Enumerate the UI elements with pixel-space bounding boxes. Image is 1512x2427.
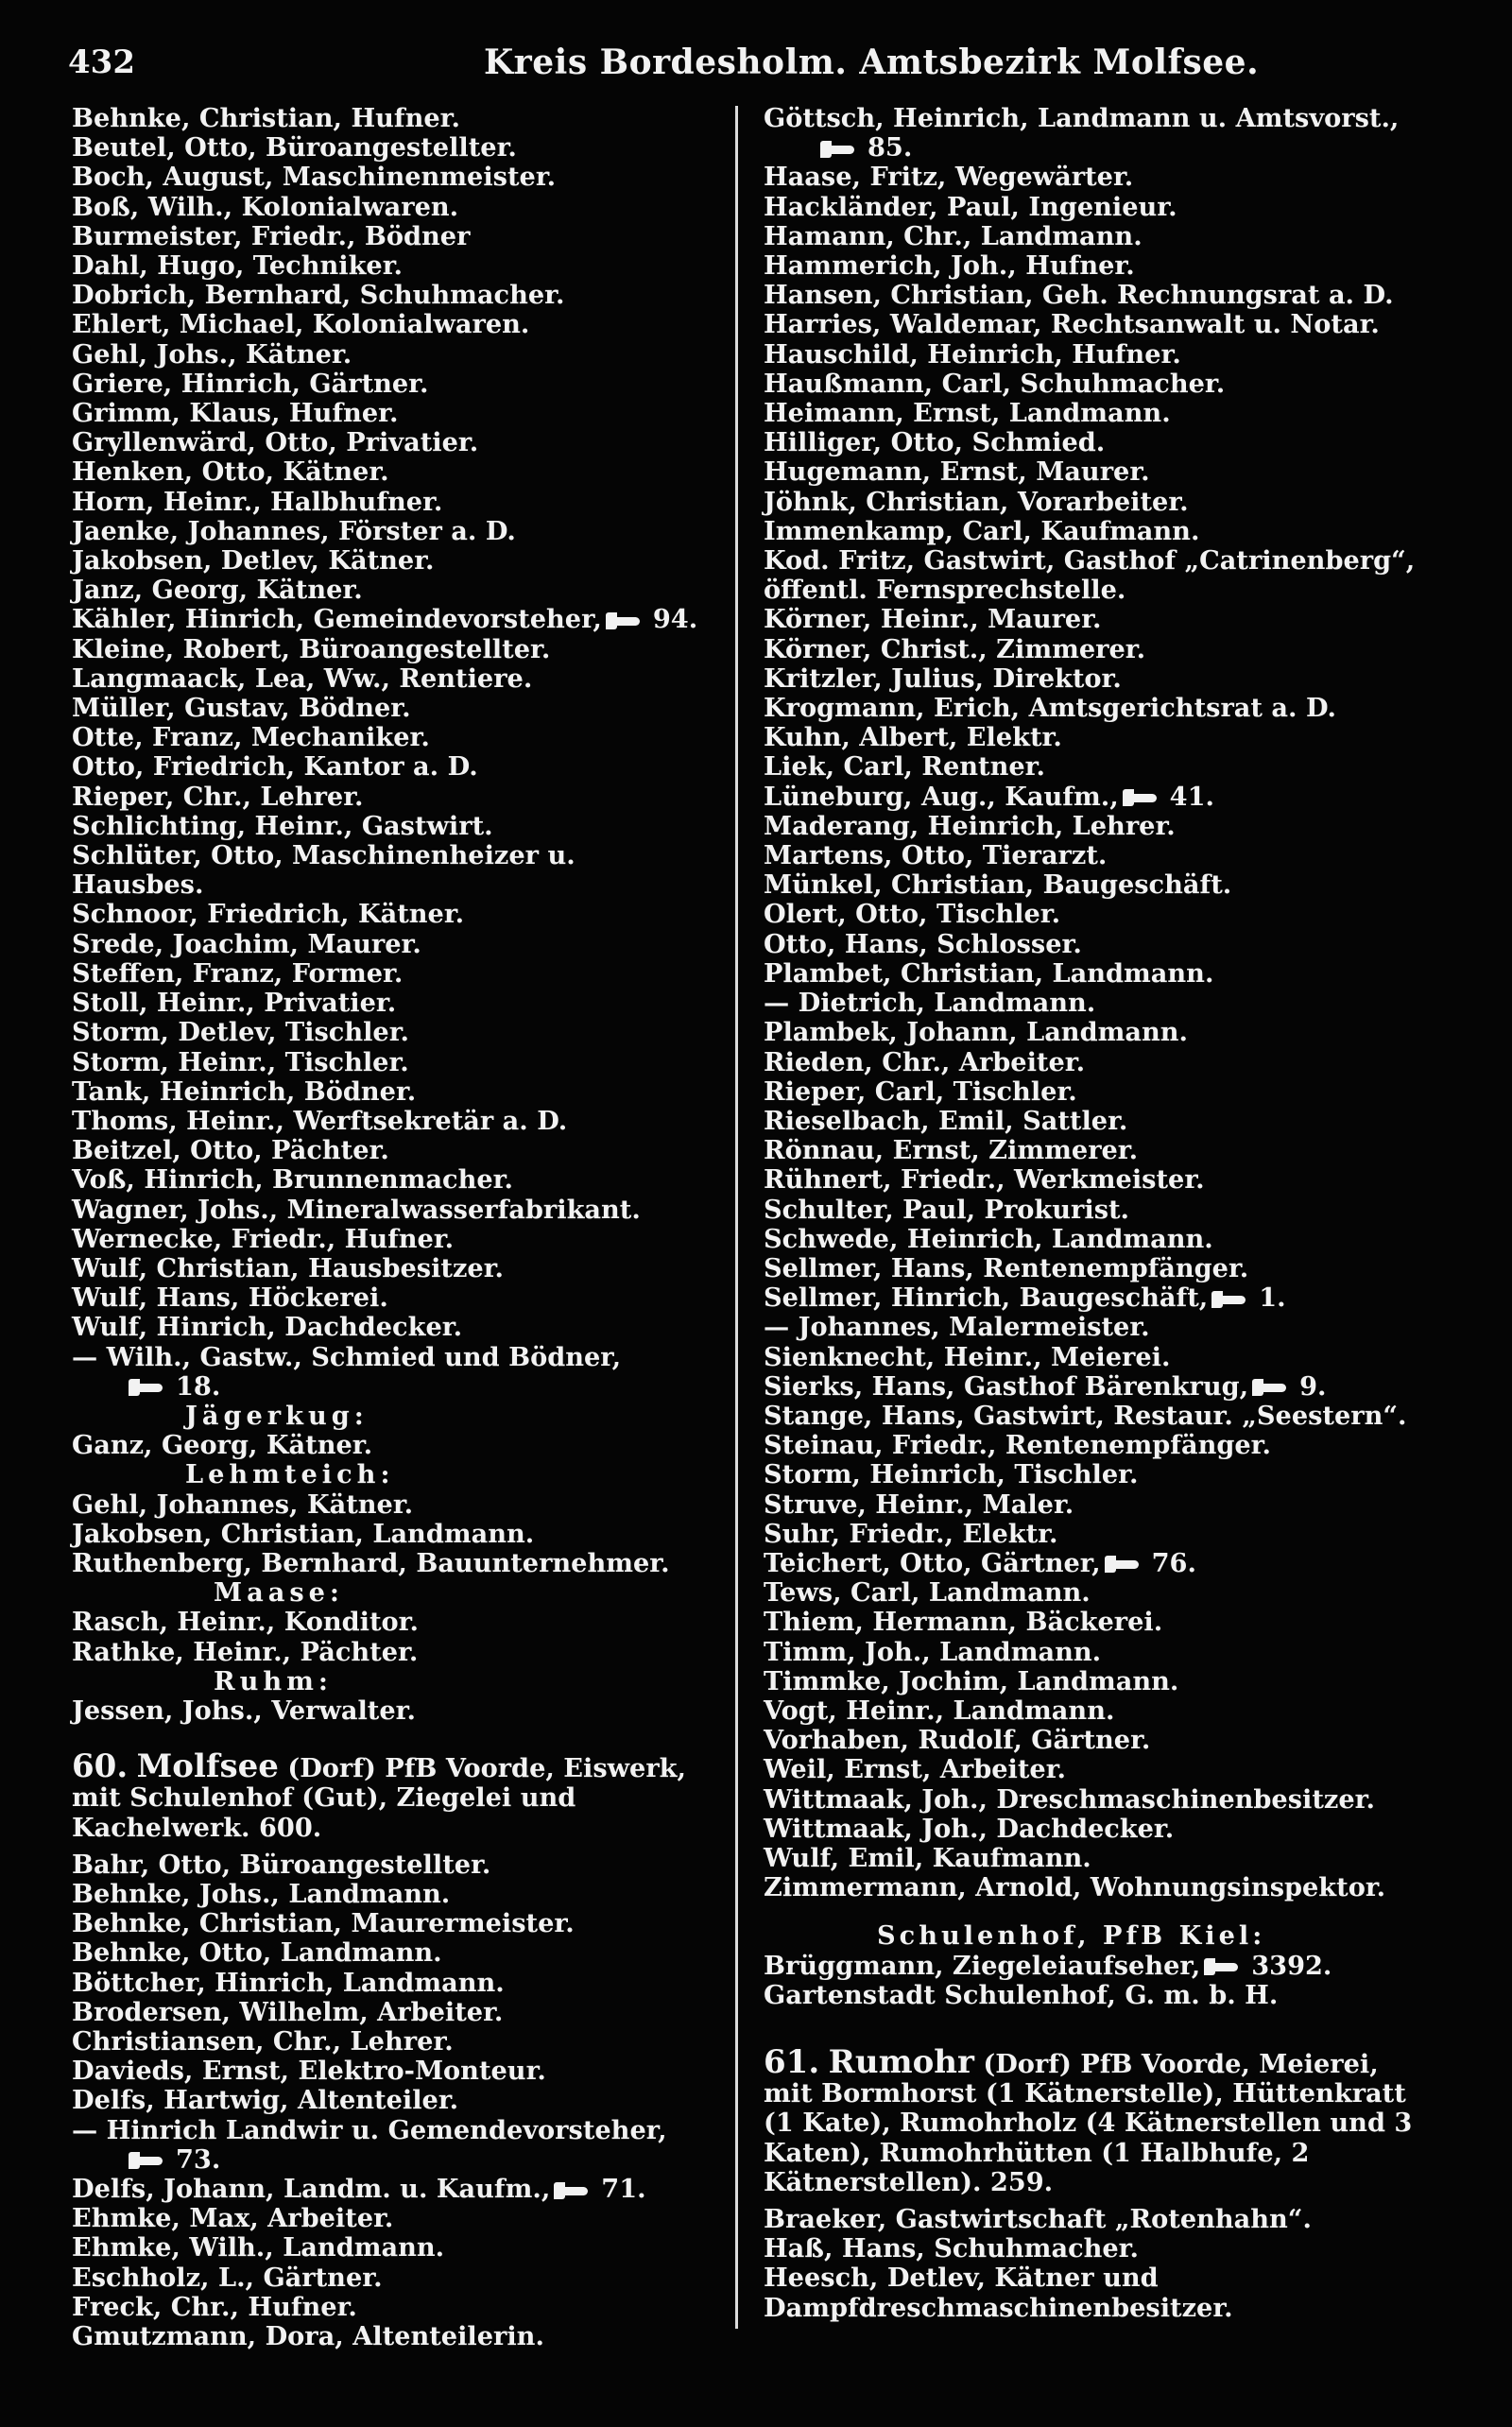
list-item: Plambek, Johann, Landmann. <box>764 1017 1188 1048</box>
phone-number: 85. <box>868 132 913 164</box>
list-item: Rieper, Carl, Tischler. <box>764 1076 1077 1107</box>
list-item <box>764 1952 1425 1981</box>
entry-list <box>764 163 1425 782</box>
list-item <box>764 1283 1425 1313</box>
phone-number: 9. <box>1299 1370 1327 1402</box>
phone-number: 3392. <box>1251 1950 1332 1981</box>
list-item: Langmaack, Lea, Ww., Rentiere. <box>72 663 533 694</box>
list-item <box>72 2116 714 2175</box>
telephone-icon <box>606 612 647 629</box>
telephone-icon <box>554 2182 595 2199</box>
list-item: Hugemann, Ernst, Maurer. <box>764 456 1150 488</box>
list-item: Kleine, Robert, Büroangestellter. <box>72 633 551 664</box>
list-item: Struve, Heinr., Maler. <box>764 1489 1074 1520</box>
list-item: Gryllenwärd, Otto, Privatier. <box>72 427 479 458</box>
list-item <box>72 2175 714 2204</box>
list-item: Rieselbach, Emil, Sattler. <box>764 1105 1128 1136</box>
list-item: Henken, Otto, Kätner. <box>72 456 389 488</box>
section-description: (Dorf) PfB Voorde, Eiswerk, mit Schulenhof (Gut), Ziegelei und Kachelwerk. 600. <box>72 1753 686 1843</box>
list-item: Brodersen, Wilhelm, Arbeiter. <box>72 1996 504 2027</box>
telephone-icon <box>129 1379 170 1396</box>
list-item: Gehl, Johannes, Kätner. <box>72 1489 414 1520</box>
list-item: Grimm, Klaus, Hufner. <box>72 398 399 429</box>
phone-number: 18. <box>176 1370 221 1402</box>
entry-text: Delfs, Johann, Landm. u. Kaufm., <box>72 2174 551 2205</box>
list-item: Hamann, Chr., Landmann. <box>764 220 1143 251</box>
list-item: Behnke, Johs., Landmann. <box>72 1878 451 1909</box>
list-item: Gehl, Johs., Kätner. <box>72 338 352 370</box>
telephone-icon <box>129 2152 170 2169</box>
list-item <box>72 605 714 634</box>
entry-text: Sierks, Hans, Gasthof Bärenkrug, <box>764 1370 1249 1402</box>
list-item: Sellmer, Hans, Rentenempfänger. <box>764 1252 1249 1283</box>
column-divider <box>735 106 738 2329</box>
entry-list <box>764 1402 1425 1549</box>
entry-list <box>72 1490 714 1579</box>
entry-text: Kähler, Hinrich, Gemeindevorsteher, <box>72 604 602 635</box>
telephone-icon <box>1252 1379 1294 1396</box>
list-item: Rühnert, Friedr., Werkmeister. <box>764 1164 1205 1196</box>
locality-heading: Jägerkug: <box>185 1400 369 1431</box>
list-item: Ganz, Georg, Kätner. <box>72 1430 373 1461</box>
list-item: Plambet, Christian, Landmann. <box>764 957 1214 989</box>
list-item: Tews, Carl, Landmann. <box>764 1577 1091 1609</box>
list-item: Vogt, Heinr., Landmann. <box>764 1695 1115 1726</box>
list-item: Hansen, Christian, Geh. Rechnungsrat a. D. <box>764 280 1394 311</box>
list-item: — Johannes, Malermeister. <box>764 1312 1150 1343</box>
list-item: Wernecke, Friedr., Hufner. <box>72 1223 455 1254</box>
list-item: Müller, Gustav, Bödner. <box>72 693 411 724</box>
list-item: Freck, Chr., Hufner. <box>72 2291 357 2322</box>
page-header <box>68 34 1410 91</box>
entry-list <box>72 1608 714 1666</box>
list-item: Behnke, Otto, Landmann. <box>72 1937 442 1969</box>
entry-text: Teichert, Otto, Gärtner, <box>764 1547 1101 1578</box>
list-item: Jöhnk, Christian, Vorarbeiter. <box>764 486 1189 517</box>
list-item: Krogmann, Erich, Amtsgerichtsrat a. D. <box>764 693 1337 724</box>
locality-heading: Maase: <box>214 1577 344 1609</box>
list-item: Eschholz, L., Gärtner. <box>72 2262 383 2293</box>
telephone-icon <box>1105 1556 1146 1573</box>
list-item: Haase, Fritz, Wegewärter. <box>764 162 1134 193</box>
locality-heading: Ruhm: <box>214 1665 333 1696</box>
locality-heading: Lehmteich: <box>185 1459 395 1490</box>
page-number: 432 <box>68 43 135 81</box>
phone-number: 76. <box>1151 1547 1196 1578</box>
list-item: Gartenstadt Schulenhof, G. m. b. H. <box>764 1979 1279 2010</box>
list-item: Schlüter, Otto, Maschinenheizer u. Hausbes. <box>72 840 576 901</box>
list-item: Tank, Heinrich, Bödner. <box>72 1076 417 1107</box>
list-item: Haußmann, Carl, Schuhmacher. <box>764 368 1226 399</box>
list-item: Liek, Carl, Rentner. <box>764 751 1045 783</box>
list-item: Otto, Hans, Schlosser. <box>764 928 1082 959</box>
list-item: Steffen, Franz, Former. <box>72 957 404 989</box>
list-item: Wittmaak, Joh., Dachdecker. <box>764 1813 1175 1844</box>
list-item: Schulter, Paul, Prokurist. <box>764 1194 1130 1225</box>
list-item: Otto, Friedrich, Kantor a. D. <box>72 751 478 783</box>
list-item: Wulf, Hans, Höckerei. <box>72 1282 388 1314</box>
list-item: Schnoor, Friedrich, Kätner. <box>72 899 465 930</box>
section-heading <box>764 2043 1425 2197</box>
list-item: Boß, Wilh., Kolonialwaren. <box>72 191 459 222</box>
entry-list <box>72 635 714 1343</box>
section-description: (Dorf) PfB Voorde, Meierei, mit Bormhorst (1 Kätnerstelle), Hüttenkratt (1 Kate), Rumohrholz (4 Kätnerstellen und 3 Katen), Rumohrhütten (1 Halbhufe, 2 Kätnerstellen). 259. <box>764 2049 1413 2197</box>
list-item: Timm, Joh., Landmann. <box>764 1636 1102 1667</box>
list-item: Boch, August, Maschinenmeister. <box>72 162 557 193</box>
list-item: Bahr, Otto, Büroangestellter. <box>72 1849 491 1880</box>
list-item: Storm, Heinr., Tischler. <box>72 1046 409 1077</box>
entry-text: Sellmer, Hinrich, Baugeschäft, <box>764 1282 1209 1314</box>
list-item <box>764 1549 1425 1578</box>
phone-number: 41. <box>1169 781 1214 812</box>
list-item: Thoms, Heinr., Werftsekretär a. D. <box>72 1105 568 1136</box>
list-item: Körner, Christ., Zimmerer. <box>764 633 1146 664</box>
list-item: Behnke, Christian, Maurermeister. <box>72 1908 575 1939</box>
entry-list <box>764 2205 1425 2323</box>
list-item: Wittmaak, Joh., Dreschmaschinenbesitzer. <box>764 1783 1375 1815</box>
list-item <box>764 783 1425 812</box>
list-item: Körner, Heinr., Maurer. <box>764 604 1102 635</box>
list-item: Vorhaben, Rudolf, Gärtner. <box>764 1725 1151 1756</box>
list-item: Beitzel, Otto, Pächter. <box>72 1135 389 1166</box>
page-title: Kreis Bordesholm. Amtsbezirk Molfsee. <box>484 43 1260 82</box>
list-item: Otte, Franz, Mechaniker. <box>72 722 430 753</box>
list-item: Rasch, Heinr., Konditor. <box>72 1607 419 1638</box>
list-item: Ehlert, Michael, Kolonialwaren. <box>72 309 530 340</box>
list-item: Behnke, Christian, Hufner. <box>72 103 460 133</box>
list-item: Rieper, Chr., Lehrer. <box>72 781 364 812</box>
list-item: Jaenke, Johannes, Förster a. D. <box>72 515 516 546</box>
entry-list <box>764 1313 1425 1371</box>
phone-number: 1. <box>1259 1282 1286 1314</box>
entry-list <box>72 104 714 605</box>
list-item: Rathke, Heinr., Pächter. <box>72 1636 419 1667</box>
list-item: Hilliger, Otto, Schmied. <box>764 427 1106 458</box>
list-item: Harries, Waldemar, Rechtsanwalt u. Notar. <box>764 309 1380 340</box>
entry-text: Göttsch, Heinrich, Landmann u. Amtsvorst., <box>764 103 1400 133</box>
list-item: Wulf, Christian, Hausbesitzer. <box>72 1252 505 1283</box>
list-item: Voß, Hinrich, Brunnenmacher. <box>72 1164 513 1196</box>
entry-list <box>72 1850 714 2116</box>
list-item: Weil, Ernst, Arbeiter. <box>764 1754 1067 1785</box>
section-heading <box>72 1747 714 1843</box>
locality-heading: Schulenhof, PfB Kiel: <box>877 1920 1266 1952</box>
left-column <box>72 104 714 2351</box>
list-item: Horn, Heinr., Halbhufner. <box>72 486 443 517</box>
list-item: Rieden, Chr., Arbeiter. <box>764 1046 1086 1077</box>
list-item: Wulf, Hinrich, Dachdecker. <box>72 1312 463 1343</box>
entry-text: — Wilh., Gastw., Schmied und Bödner, <box>72 1341 622 1372</box>
entry-list <box>72 1431 714 1460</box>
list-item: Kuhn, Albert, Elektr. <box>764 722 1062 753</box>
list-item: Suhr, Friedr., Elektr. <box>764 1518 1058 1549</box>
list-item: — Dietrich, Landmann. <box>764 988 1096 1019</box>
list-item: Ruthenberg, Bernhard, Bauunternehmer. <box>72 1547 670 1578</box>
list-item: Thiem, Hermann, Bäckerei. <box>764 1607 1163 1638</box>
telephone-icon <box>1211 1291 1253 1308</box>
list-item: Schlichting, Heinr., Gastwirt. <box>72 810 493 841</box>
list-item: Storm, Detlev, Tischler. <box>72 1017 410 1048</box>
list-item: Braeker, Gastwirtschaft „Rotenhahn“. <box>764 2204 1312 2235</box>
list-item: Kod. Fritz, Gastwirt, Gasthof „Catrinenberg“, öffentl. Fernsprechstelle. <box>764 545 1416 606</box>
list-item: Delfs, Hartwig, Altenteiler. <box>72 2085 459 2116</box>
entry-text: Brüggmann, Ziegeleiaufseher, <box>764 1950 1201 1981</box>
list-item: Stoll, Heinr., Privatier. <box>72 988 397 1019</box>
list-item: Griere, Hinrich, Gärtner. <box>72 368 429 399</box>
list-item: Böttcher, Hinrich, Landmann. <box>72 1967 505 1998</box>
list-item: Jakobsen, Detlev, Kätner. <box>72 545 435 577</box>
list-item: Storm, Heinrich, Tischler. <box>764 1459 1139 1490</box>
list-item: Beutel, Otto, Büroangestellter. <box>72 132 517 164</box>
list-item: Wagner, Johs., Mineralwasserfabrikant. <box>72 1194 641 1225</box>
list-item: Ehmke, Max, Arbeiter. <box>72 2203 394 2234</box>
list-item <box>764 1372 1425 1402</box>
list-item: Sienknecht, Heinr., Meierei. <box>764 1341 1171 1372</box>
list-item: Jessen, Johs., Verwalter. <box>72 1695 416 1726</box>
list-item: Haß, Hans, Schuhmacher. <box>764 2233 1139 2264</box>
list-item: Burmeister, Friedr., Bödner <box>72 220 471 251</box>
entry-list <box>72 1696 714 1726</box>
list-item: Martens, Otto, Tierarzt. <box>764 840 1108 871</box>
list-item: Zimmermann, Arnold, Wohnungsinspektor. <box>764 1872 1386 1903</box>
list-item: Srede, Joachim, Maurer. <box>72 928 421 959</box>
list-item <box>72 1343 714 1402</box>
entry-list <box>72 2204 714 2351</box>
entry-list <box>764 1981 1425 2010</box>
telephone-icon <box>1204 1958 1246 1975</box>
entry-list <box>764 812 1425 1283</box>
list-item: Heimann, Ernst, Landmann. <box>764 398 1171 429</box>
list-item: Schwede, Heinrich, Landmann. <box>764 1223 1213 1254</box>
list-item: Gmutzmann, Dora, Altenteilerin. <box>72 2321 544 2352</box>
list-item: Davieds, Ernst, Elektro-Monteur. <box>72 2056 546 2087</box>
list-item: Steinau, Friedr., Rentenempfänger. <box>764 1430 1271 1461</box>
section-number: 60. <box>72 1747 129 1786</box>
list-item: Kritzler, Julius, Direktor. <box>764 663 1122 694</box>
entry-text: — Hinrich Landwir u. Gemendevorsteher, <box>72 2114 667 2145</box>
list-item: Christiansen, Chr., Lehrer. <box>72 2026 454 2057</box>
list-item: Rönnau, Ernst, Zimmerer. <box>764 1135 1139 1166</box>
phone-number: 73. <box>176 2143 221 2175</box>
list-item <box>764 104 1425 163</box>
telephone-icon <box>820 141 862 158</box>
list-item: Jakobsen, Christian, Landmann. <box>72 1518 535 1549</box>
list-item: Dahl, Hugo, Techniker. <box>72 250 403 282</box>
list-item: Timmke, Jochim, Landmann. <box>764 1665 1179 1696</box>
list-item: Ehmke, Wilh., Landmann. <box>72 2232 445 2263</box>
list-item: Wulf, Emil, Kaufmann. <box>764 1842 1091 1873</box>
section-place-name: Rumohr <box>828 2043 974 2081</box>
list-item: Hauschild, Heinrich, Hufner. <box>764 338 1181 370</box>
section-place-name: Molfsee <box>136 1747 279 1786</box>
list-item: Dobrich, Bernhard, Schuhmacher. <box>72 280 565 311</box>
list-item: Janz, Georg, Kätner. <box>72 575 363 606</box>
list-item: Olert, Otto, Tischler. <box>764 899 1061 930</box>
phone-number: 94. <box>652 604 698 635</box>
list-item: Immenkamp, Carl, Kaufmann. <box>764 515 1200 546</box>
list-item: Hackländer, Paul, Ingenieur. <box>764 191 1177 222</box>
list-item: Münkel, Christian, Baugeschäft. <box>764 869 1232 901</box>
list-item: Maderang, Heinrich, Lehrer. <box>764 810 1176 841</box>
right-column <box>764 104 1425 2323</box>
telephone-icon <box>1123 789 1164 806</box>
list-item: Heesch, Detlev, Kätner und Dampfdreschmaschinenbesitzer. <box>764 2263 1233 2323</box>
phone-number: 71. <box>601 2174 646 2205</box>
list-item: Stange, Hans, Gastwirt, Restaur. „Seestern“. <box>764 1400 1407 1431</box>
section-number: 61. <box>764 2043 820 2081</box>
list-item: Hammerich, Joh., Hufner. <box>764 250 1135 282</box>
entry-list <box>764 1578 1425 1902</box>
entry-text: Lüneburg, Aug., Kaufm., <box>764 781 1119 812</box>
